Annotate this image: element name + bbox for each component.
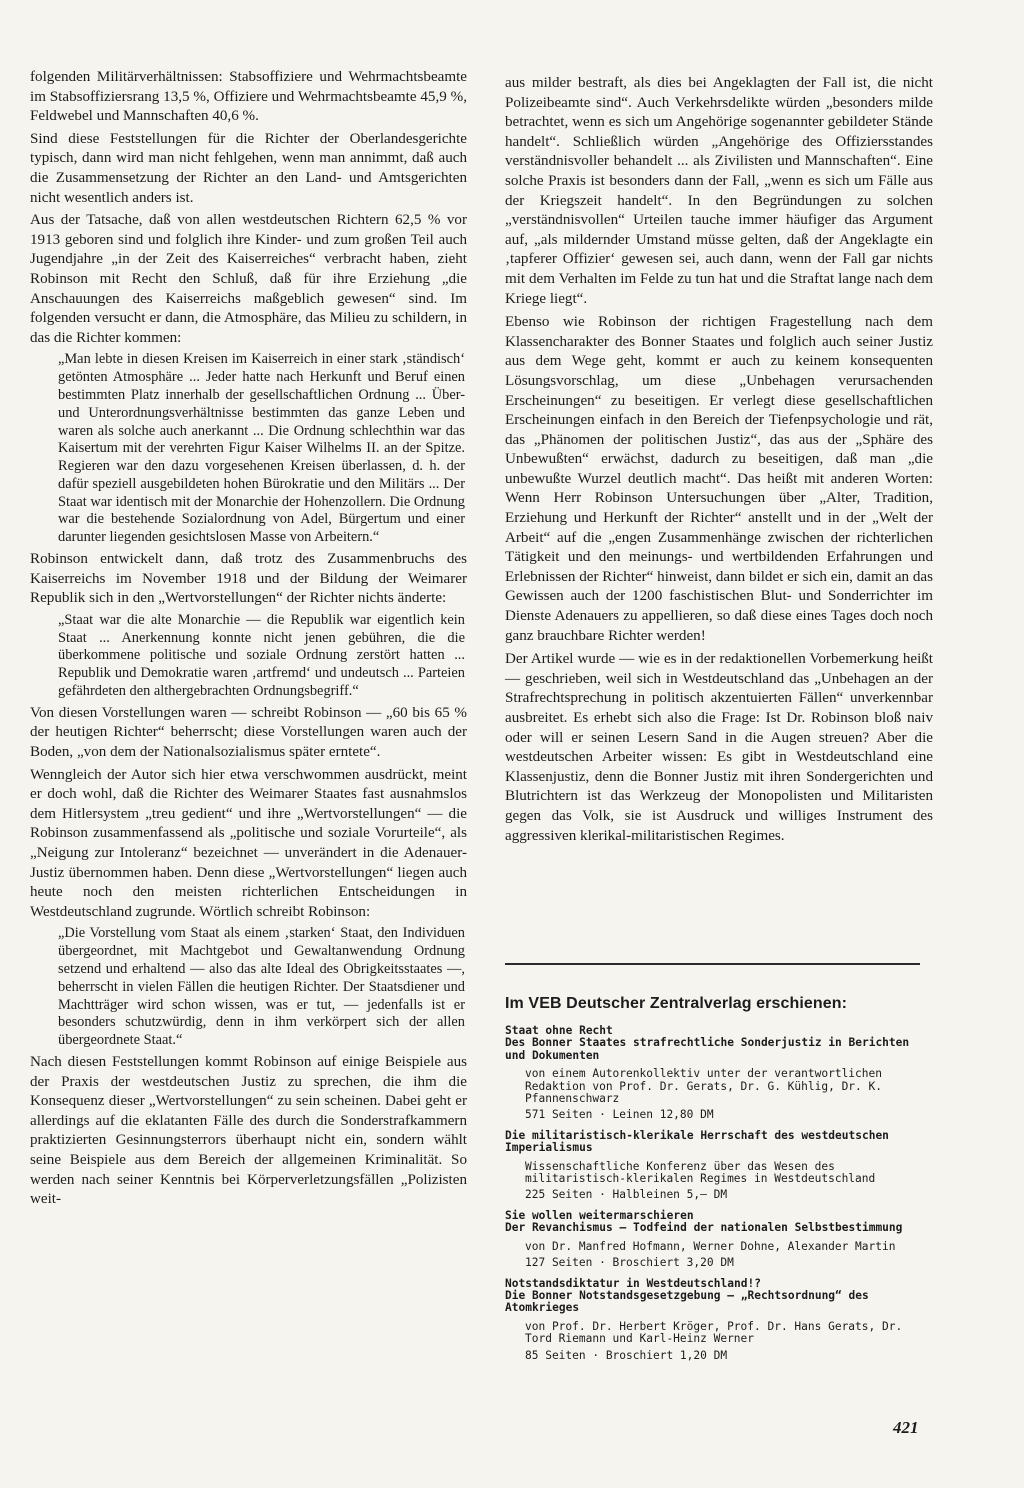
block-quote: „Man lebte in diesen Kreisen im Kaiserreich in einer stark ‚ständisch‘ getönten Atmosphäre ... Jeder hatte nach Herkunft und Beruf einen bestimmten Platz innerhalb der gesellschaftlichen Ordnung ... Über- und Unterordnungsverhältnisse bestimmten das ganze Leben und waren als solche auch anerkannt ... Die Ordnung schlechthin war das Kaisertum mit der verehrten Figur Kaiser Wilhelms II. an der Spitze. Regieren war den dazu vorgesehenen Kreisen überlassen, d. h. der dafür speziell ausgebildeten hohen Bürokratie und den Militärs ... Der Staat war identisch mit der Monarchie der Hohenzollern. Die Ordnung war die bestehende Sozialordnung von Adel, Bürgertum und einer darunter liegenden gesichtslosen Masse von Arbeitern.“ — [58, 351, 465, 546]
book-meta: 127 Seiten · Broschiert 3,20 DM — [525, 1256, 734, 1270]
book-entry — [505, 1278, 925, 1362]
book-entry — [505, 1130, 925, 1202]
book-description: von einem Autorenkollektiv unter der verantwortlichen Redaktion von Prof. Dr. Gerats, Dr. G. Kühlig, Dr. K. Pfannenschwarz — [525, 1067, 882, 1106]
book-subtitle: Des Bonner Staates strafrechtliche Sonderjustiz in Berichten und Dokumenten — [505, 1036, 910, 1062]
body-paragraph: folgenden Militärverhältnissen: Stabsoffiziere und Wehrmachtsbeamte im Stabsoffiziersrang 13,5 %, Offiziere und Wehrmachtsbeamte 45,9 %, Feldwebel und Mannschaften 40,6 %. — [30, 69, 467, 125]
body-paragraph: Aus der Tatsache, daß von allen westdeutschen Richtern 62,5 % vor 1913 geboren sind und folglich ihre Kinder- und zum großen Teil auch Jugendjahre „in der Zeit des Kaiserreiches“ verbracht haben, zieht Robinson mit Recht den Schluß, daß für ihre Erziehung „die Anschauungen des Kaiserreichs maßgeblich gewesen“ sind. Im folgenden versucht er dann, die Atmosphäre, das Milieu zu schildern, in das die Richter kommen: — [30, 212, 467, 346]
publications-list — [505, 1025, 925, 1370]
book-description: von Prof. Dr. Herbert Kröger, Prof. Dr. Hans Gerats, Dr. Tord Riemann und Karl-Heinz Werner — [525, 1319, 903, 1346]
book-subtitle: Die Bonner Notstandsgesetzgebung — „Rechtsordnung“ des Atomkrieges — [505, 1288, 869, 1315]
book-title: Sie wollen weitermarschieren — [505, 1208, 694, 1222]
book-description: von Dr. Manfred Hofmann, Werner Dohne, Alexander Martin — [525, 1239, 896, 1253]
body-paragraph: Robinson entwickelt dann, daß trotz des Zusammenbruchs des Kaiserreichs im November 1918 und der Bildung der Weimarer Republik sich in den „Wertvorstellungen“ der Richter nichts änderte: — [30, 551, 467, 607]
body-paragraph: Nach diesen Feststellungen kommt Robinson auf einige Beispiele aus der Praxis der westdeutschen Justiz zu sprechen, die ihm die Konsequenz dieser „Wertvorstellungen“ zu sein scheinen. Dabei geht er allerdings auf die eklatanten Fälle des durch die Sonderstrafkammern praktizierten Gesinnungsterrors überhaupt nicht ein, sondern wählt seine Beispiele aus dem Bereich der allgemeinen Kriminalität. So werden nach seiner Kenntnis bei Körperverletzungsfällen „Polizisten weit- — [30, 1053, 467, 1208]
left-column — [30, 68, 467, 1213]
body-paragraph: aus milder bestraft, als dies bei Angeklagten der Fall ist, die nicht Polizeibeamte sind“. Auch Verkehrsdelikte würden „besonders milde betrachtet, wenn es sich um Angehörige sogenannter gebildeter Stände handelt“. Schließlich würden „Angehörige des Offiziersstandes verständnisvoller behandelt ... als Zivilisten und Mannschaften“. Eine solche Praxis ist besonders dann der Fall, „wenn es sich um Fälle aus der Kriegszeit handelt“. In den Begründungen zu solchen „verständnisvollen“ Urteilen tauche immer häufiger das Argument auf, „als mildernder Umstand müsse gelten, daß der Angeklagte ein ‚tapferer Offizier‘ gewesen sei, auch dann, wenn der Fall gar nichts mit dem Verhalten im Felde zu tun hat und die Straftat lange nach dem Kriege liegt“. — [505, 75, 933, 307]
block-quote: „Die Vorstellung vom Staat als einem ‚starken‘ Staat, den Individuen übergeordnet, mit Machtgebot und Gewaltanwendung Ordnung setzend und erhaltend — also das alte Ideal des Obrigkeitsstaates —, beherrscht in vielen Fällen die heutigen Richter. Der Staatsdiener und Machtträger wird schon wissen, was er tut, — jedenfalls ist er besonders schutzwürdig, denn in ihm verkörpert sich der allen übergeordnete Staat.“ — [58, 925, 465, 1049]
publications-heading: Im VEB Deutscher Zentralverlag erschienen: — [505, 995, 848, 1012]
right-column — [505, 74, 933, 850]
book-entry — [505, 1210, 925, 1270]
body-paragraph: Der Artikel wurde — wie es in der redaktionellen Vorbemerkung heißt — geschrieben, weil sich in Westdeutschland das „Unbehagen an der Strafrechtsprechung in politisch akzentuierten Fällen“ unverkennbar ausbreitet. Es erhebt sich also die Frage: Ist Dr. Robinson bloß naiv oder will er seinen Lesern Sand in die Augen streuen? Aber die westdeutschen Arbeiter wissen: Es gibt in Westdeutschland eine Klassenjustiz, denn die Bonner Justiz mit ihren Sondergerichten und Blutrichtern ist das Werkzeug der Monopolisten und Militaristen gegen das Volk, sie ist Ausdruck und williges Instrument des aggressiven klerikal-militaristischen Regimes. — [505, 651, 933, 844]
body-paragraph: Sind diese Feststellungen für die Richter der Oberlandesgerichte typisch, dann wird man nicht fehlgehen, wenn man annimmt, daß auch die Zusammensetzung der Richter an den Land- und Amtsgerichten nicht wesentlich anders ist. — [30, 130, 467, 206]
book-meta: 571 Seiten · Leinen 12,80 DM — [525, 1108, 714, 1122]
book-title: Die militaristisch-klerikale Herrschaft des westdeutschen Imperialismus — [505, 1128, 889, 1155]
body-paragraph: Wenngleich der Autor sich hier etwa verschwommen ausdrückt, meint er doch wohl, daß die Richter des Weimarer Staates fast ausnahmslos dem Hitlersystem „treu gedient“ und ihre „Wertvorstellungen“ — die Robinson zusammenfassend als „politische und soziale Vorurteile“, als „Neigung zur Intoleranz“ bezeichnet — unverändert in die Adenauer-Justiz übernommen haben. Denn diese „Wertvorstellungen“ liegen auch heute noch den meisten richterlichen Entscheidungen in Westdeutschland zugrunde. Wörtlich schreibt Robinson: — [30, 766, 467, 920]
body-paragraph: Von diesen Vorstellungen waren — schreibt Robinson — „60 bis 65 % der heutigen Richter“ beherrscht; diese Vorstellungen waren auch der Boden, „von dem der Nationalsozialismus später erntete“. — [30, 704, 467, 761]
book-title: Staat ohne Recht — [505, 1024, 613, 1037]
section-divider — [505, 963, 920, 965]
book-description: Wissenschaftliche Konferenz über das Wesen des militaristisch-klerikalen Regimes in Westdeutschland — [525, 1159, 876, 1186]
page-number: 421 — [893, 1418, 919, 1437]
book-meta: 85 Seiten · Broschiert 1,20 DM — [525, 1348, 728, 1362]
body-paragraph: Ebenso wie Robinson der richtigen Fragestellung nach dem Klassencharakter des Bonner Staates und folglich auch seiner Justiz aus dem Wege geht, kommt er auch zu keinem konsequenten Lösungsvorschlag, um diese „Unbehagen verursachenden Erscheinungen“ zu beseitigen. Er verlegt diese gesellschaftlichen Erscheinungen einfach in den Bereich der Tiefenpsychologie und rät, das „Phänomen der politischen Justiz“, das aus der „Sphäre des Unbewußten“ erwächst, dadurch zu beseitigen, daß man „die unbewußte Wurzel deutlich macht“. Das heißt mit anderen Worten: Wenn Herr Robinson Untersuchungen über „Alter, Tradition, Erziehung und Herkunft der Richter“ anstellt und in der „Welt der Arbeit“ auf die „engen Zusammenhänge zwischen der richterlichen Tätigkeit und den meinungs- und wertbildenden Erfahrungen und Erlebnissen der Richter“ hinweist, dann bildet er sich ein, damit an das Gewissen auch der 1200 faschistischen Blut- und Sonderrichter im Dienste Adenauers zu appellieren, so daß diese eines Tages doch noch ganz brauchbare Richter werden! — [505, 314, 933, 644]
book-entry — [505, 1025, 925, 1122]
book-title: Notstandsdiktatur in Westdeutschland!? — [505, 1276, 761, 1290]
block-quote: „Staat war die alte Monarchie — die Republik war eigentlich kein Staat ... Anerkennung konnte nicht jenen gebühren, die die überkommene politische und soziale Ordnung zerstört hatten ... Republik und Demokratie waren ‚artfremd‘ und undeutsch ... Parteien gefährdeten den althergebrachten Ordnungsbegriff.“ — [58, 611, 465, 700]
book-meta: 225 Seiten · Halbleinen 5,— DM — [525, 1188, 728, 1202]
book-subtitle: Der Revanchismus — Todfeind der nationalen Selbstbestimmung — [505, 1221, 903, 1235]
